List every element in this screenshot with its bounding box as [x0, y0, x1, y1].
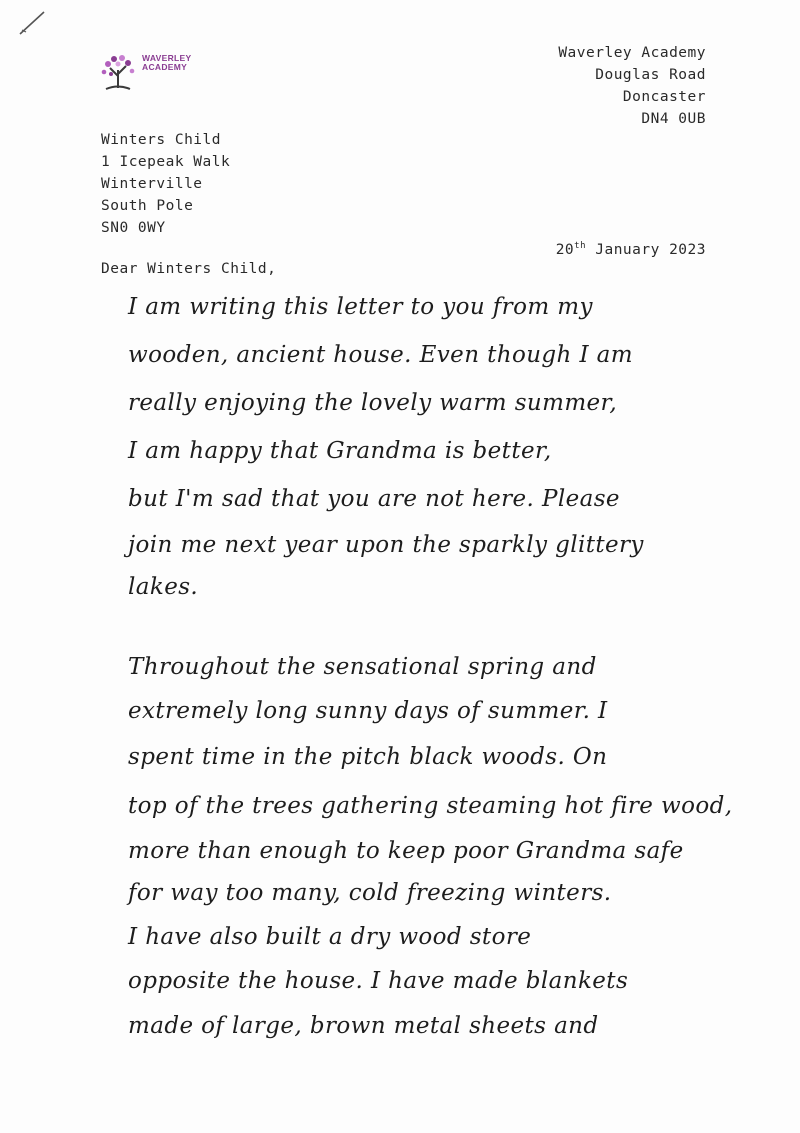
handwritten-line: I am happy that Grandma is better, [128, 438, 552, 464]
school-address [558, 42, 706, 130]
school-logo [96, 50, 216, 92]
handwritten-line: top of the trees gathering steaming hot fire wood, [128, 793, 733, 819]
school-address-line: Douglas Road [595, 67, 706, 83]
salutation: Dear Winters Child, [101, 261, 277, 277]
date-suffix: th [574, 241, 586, 251]
handwritten-line: I am writing this letter to you from my [128, 294, 593, 320]
recipient-address [101, 129, 230, 239]
handwritten-line: Throughout the sensational spring and [128, 654, 597, 680]
recipient-address-line: South Pole [101, 198, 194, 214]
handwritten-line: I have also built a dry wood store [128, 924, 532, 950]
handwritten-line: opposite the house. I have made blankets [128, 968, 629, 994]
tree-logo-icon [96, 50, 140, 92]
date-day: 20 [555, 241, 575, 258]
handwritten-line: really enjoying the lovely warm summer, [128, 390, 618, 416]
school-address-line: DN4 0UB [641, 111, 706, 127]
recipient-address-line: 1 Icepeak Walk [101, 154, 231, 170]
handwritten-line: wooden, ancient house. Even though I am [128, 342, 634, 368]
handwritten-line: join me next year upon the sparkly glittery [128, 532, 644, 558]
letter-date [556, 241, 706, 258]
recipient-address-line: Winterville [101, 176, 203, 192]
handwritten-line: spent time in the pitch black woods. On [128, 744, 608, 770]
handwritten-line: made of large, brown metal sheets and [128, 1013, 599, 1039]
recipient-address-line: Winters Child [101, 132, 221, 148]
handwritten-line: lakes. [128, 574, 199, 600]
school-address-line: Doncaster [622, 89, 706, 105]
handwritten-line: but I'm sad that you are not here. Please [128, 486, 620, 512]
date-month-year: January 2023 [595, 241, 706, 258]
logo-wordmark: WAVERLEY ACADEMY [142, 53, 192, 72]
handwritten-line: for way too many, cold freezing winters. [128, 880, 612, 906]
handwritten-line: extremely long sunny days of summer. I [128, 698, 608, 724]
handwritten-line: more than enough to keep poor Grandma safe [128, 838, 684, 864]
pen-mark-icon [18, 8, 48, 38]
school-address-line: Waverley Academy [558, 45, 706, 61]
recipient-address-line: SN0 0WY [101, 220, 166, 236]
